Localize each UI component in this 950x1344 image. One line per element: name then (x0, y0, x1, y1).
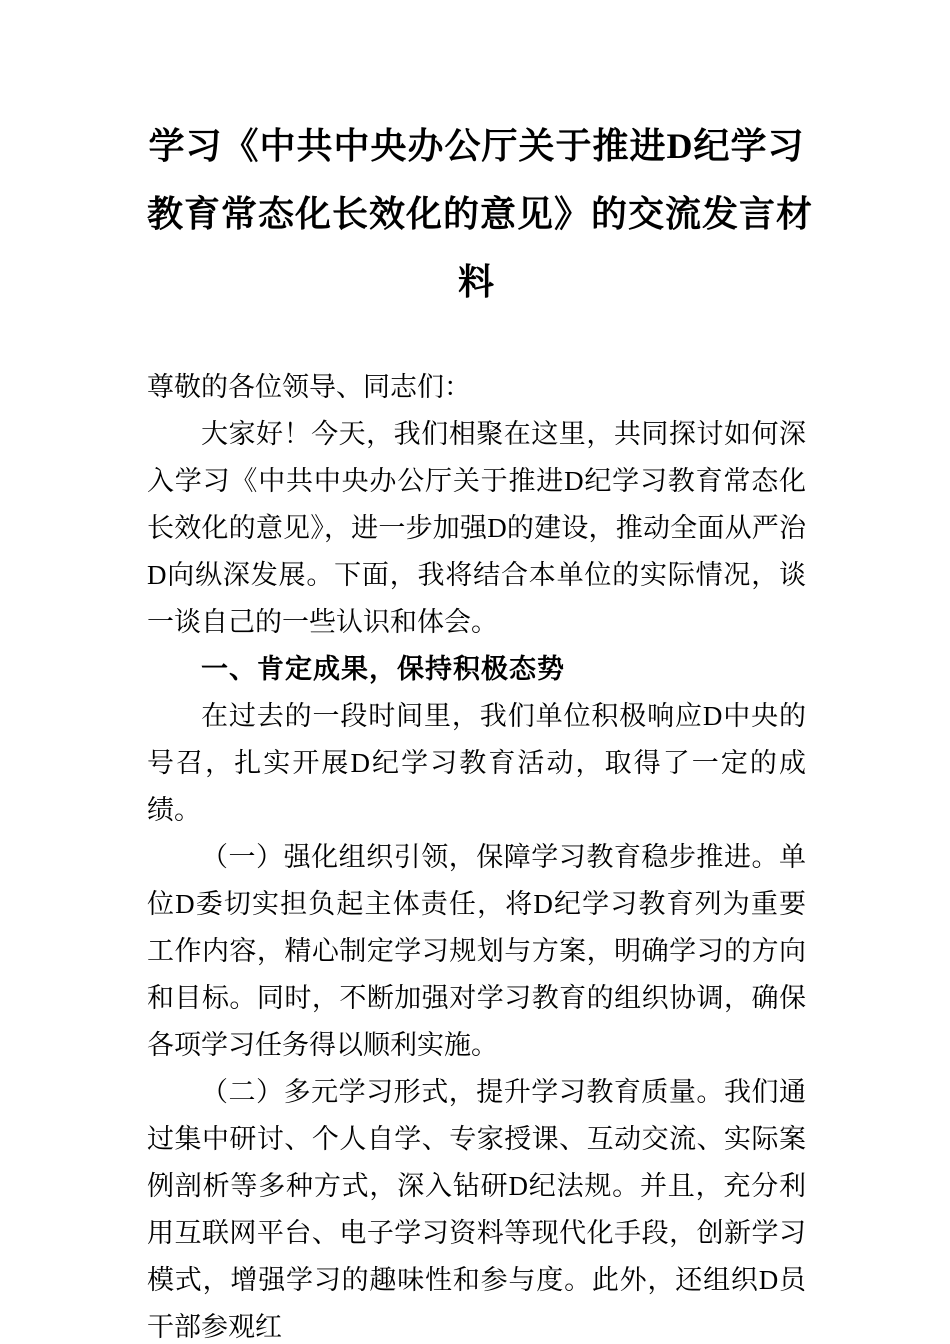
section-heading-1: 一、肯定成果，保持积极态势 (201, 654, 565, 684)
salutation-line: 尊敬的各位领导、同志们： (147, 372, 471, 402)
paragraph-achievements-overview: 在过去的一段时间里，我们单位积极响应D中央的号召，扎实开展D纪学习教育活动，取得了一定的成绩。 (147, 701, 806, 825)
paragraph-introduction: 大家好！今天，我们相聚在这里，共同探讨如何深入学习《中共中央办公厅关于推进D纪学习教育常态化长效化的意见》，进一步加强D的建设，推动全面从严治D向纵深发展。下面，我将结合本单位的实际情况，谈一谈自己的一些认识和体会。 (147, 419, 806, 637)
paragraph-subsection-1: （一）强化组织引领，保障学习教育稳步推进。单位D委切实担负起主体责任，将D纪学习教育列为重要工作内容，精心制定学习规划与方案，明确学习的方向和目标。同时，不断加强对学习教育的组织协调，确保各项学习任务得以顺利实施。 (147, 842, 806, 1060)
document-title (147, 112, 814, 316)
title-line-1: 学习《中共中央办公厅关于推进D纪学习 (148, 126, 805, 166)
document-body (147, 364, 806, 1344)
paragraph-subsection-2: （二）多元学习形式，提升学习教育质量。我们通过集中研讨、个人自学、专家授课、互动交流、实际案例剖析等多种方式，深入钻研D纪法规。并且，充分利用互联网平台、电子学习资料等现代化手段，创新学习模式，增强学习的趣味性和参与度。此外，还组织D员干部参观红 (147, 1077, 806, 1342)
title-line-2: 教育常态化长效化的意见》的交流发言材 (147, 194, 814, 234)
title-line-3: 料 (457, 262, 495, 302)
